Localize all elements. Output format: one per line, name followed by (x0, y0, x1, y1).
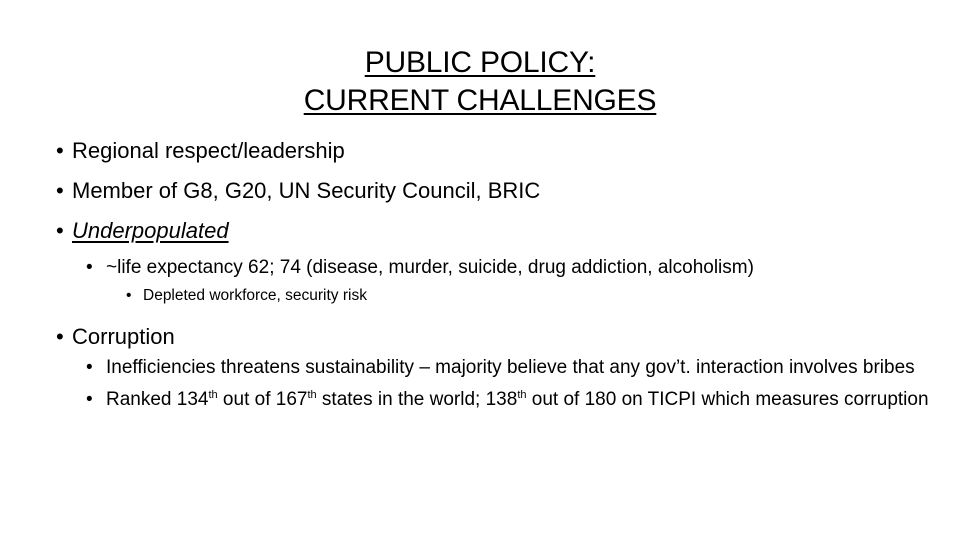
title-line-1: PUBLIC POLICY: (364, 46, 596, 79)
bullet-item-underpopulated (56, 216, 936, 245)
slide-title (0, 44, 960, 120)
bullet-text: Corruption (72, 324, 175, 349)
bullet-icon: • (86, 357, 93, 378)
bullet-text: Underpopulated (72, 218, 229, 243)
ordinal-suffix: th (208, 389, 218, 401)
sub-sub-bullet-depleted (56, 286, 936, 306)
bullet-icon: • (56, 138, 64, 163)
sub-bullet-ranked (56, 387, 936, 412)
ranked-text-part: out of 180 on TICPI which measures corruption (526, 389, 929, 410)
sub-bullet-life-expectancy (56, 255, 936, 280)
bullet-item-corruption (56, 322, 936, 351)
ordinal-suffix: th (307, 389, 317, 401)
sub-bullet-inefficiencies (56, 355, 936, 380)
bullet-icon: • (86, 257, 93, 278)
bullet-icon: • (126, 287, 132, 304)
ranked-text-part: states in the world; 138 (316, 389, 518, 410)
ranked-text-part: Ranked 134 (106, 389, 209, 410)
ordinal-suffix: th (517, 389, 527, 401)
ranked-text-part: out of 167 (217, 389, 308, 410)
bullet-text: Regional respect/leadership (72, 138, 345, 163)
bullet-icon: • (86, 389, 93, 410)
bullet-text: ~life expectancy 62; 74 (disease, murder, suicide, drug addiction, alcoholism) (106, 257, 754, 278)
bullet-text: Inefficiencies threatens sustainability – majority believe that any gov’t. interaction involves bribes (106, 357, 915, 378)
bullet-item-member (56, 176, 936, 205)
title-line-2: CURRENT CHALLENGES (303, 84, 657, 117)
bullet-icon: • (56, 178, 64, 203)
bullet-text: Depleted workforce, security risk (143, 287, 367, 304)
slide-body (56, 136, 936, 418)
bullet-text: Member of G8, G20, UN Security Council, BRIC (72, 178, 541, 203)
bullet-icon: • (56, 218, 64, 243)
bullet-item-regional (56, 136, 936, 165)
bullet-icon: • (56, 324, 64, 349)
